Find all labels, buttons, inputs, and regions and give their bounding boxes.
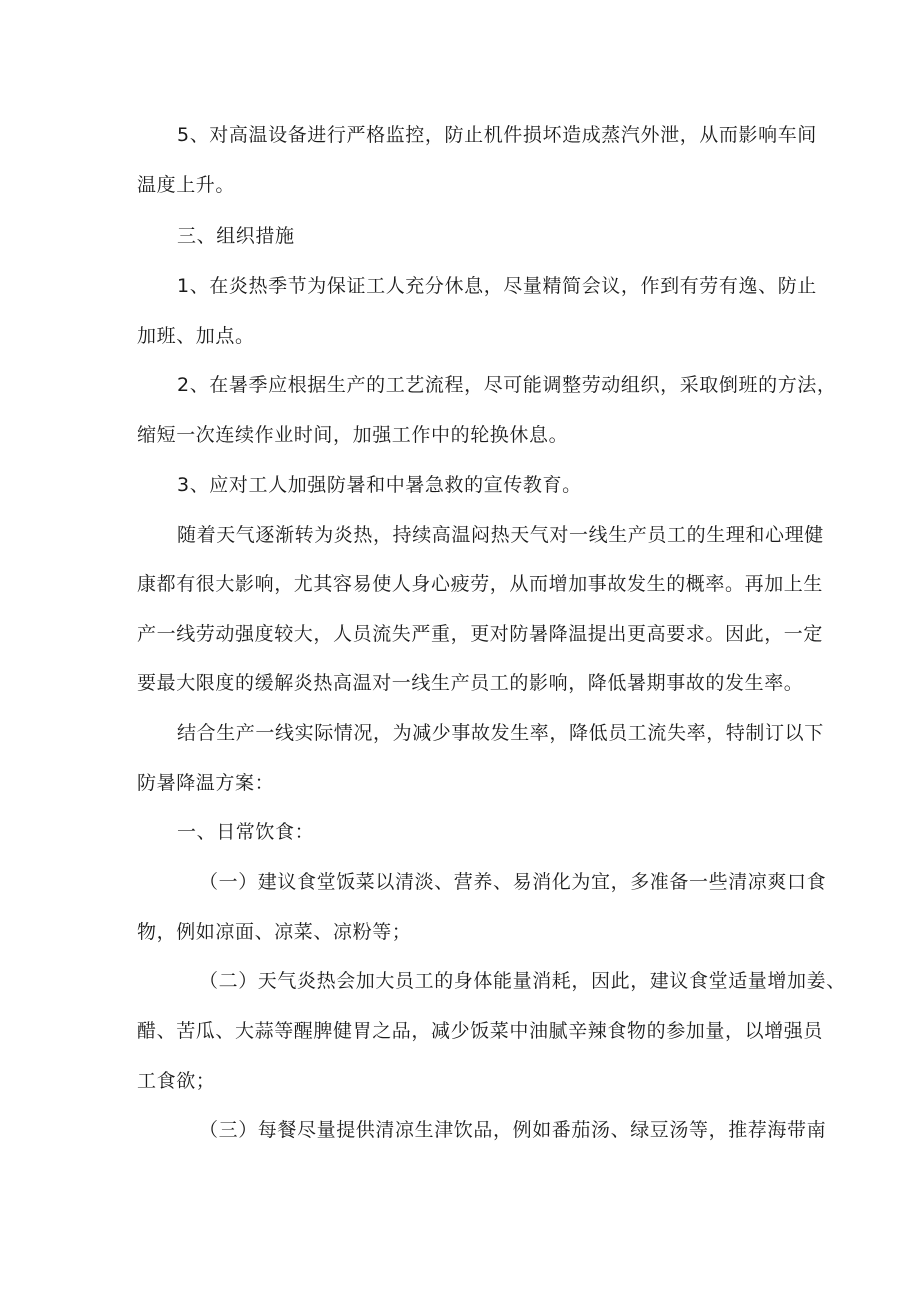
text-line: 5、对高温设备进行严格监控，防止机件损坏造成蒸汽外泄，从而影响车间 xyxy=(177,124,817,146)
text-line: 3、应对工人加强防暑和中暑急救的宣传教育。 xyxy=(177,474,582,496)
text-line: 结合生产一线实际情况，为减少事故发生率，降低员工流失率，特制订以下 xyxy=(177,722,824,744)
section-heading: 三、组织措施 xyxy=(177,225,295,247)
text-line: 康都有很大影响，尤其容易使人身心疲劳，从而增加事故发生的概率。再加上生 xyxy=(137,573,824,595)
section-heading: 一、日常饮食： xyxy=(177,821,315,843)
text-line: 1、在炎热季节为保证工人充分休息，尽量精简会议，作到有劳有逸、防止 xyxy=(177,275,817,297)
text-line: 防暑降温方案： xyxy=(137,772,275,794)
text-line: 缩短一次连续作业时间，加强工作中的轮换休息。 xyxy=(137,424,569,446)
text-line: 2、在暑季应根据生产的工艺流程，尽可能调整劳动组织，采取倒班的方法， xyxy=(177,374,837,396)
text-line: 温度上升。 xyxy=(137,174,236,196)
text-line: 要最大限度的缓解炎热高温对一线生产员工的影响，降低暑期事故的发生率。 xyxy=(137,672,804,694)
text-line: （三）每餐尽量提供清凉生津饮品，例如番茄汤、绿豆汤等，推荐海带南 xyxy=(199,1119,827,1141)
text-line: 醋、苦瓜、大蒜等醒脾健胃之品，减少饭菜中油腻辛辣食物的参加量，以增强员 xyxy=(137,1020,824,1042)
text-line: 工食欲； xyxy=(137,1070,216,1092)
text-line: （一）建议食堂饭菜以清淡、营养、易消化为宜，多准备一些清凉爽口食 xyxy=(199,871,827,893)
text-line: 产一线劳动强度较大，人员流失严重，更对防暑降温提出更高要求。因此，一定 xyxy=(137,623,824,645)
text-line: 随着天气逐渐转为炎热，持续高温闷热天气对一线生产员工的生理和心理健 xyxy=(177,524,824,546)
text-line: （二）天气炎热会加大员工的身体能量消耗，因此，建议食堂适量增加姜、 xyxy=(199,970,846,992)
text-line: 加班、加点。 xyxy=(137,325,255,347)
text-line: 物，例如凉面、凉菜、凉粉等； xyxy=(137,921,412,943)
